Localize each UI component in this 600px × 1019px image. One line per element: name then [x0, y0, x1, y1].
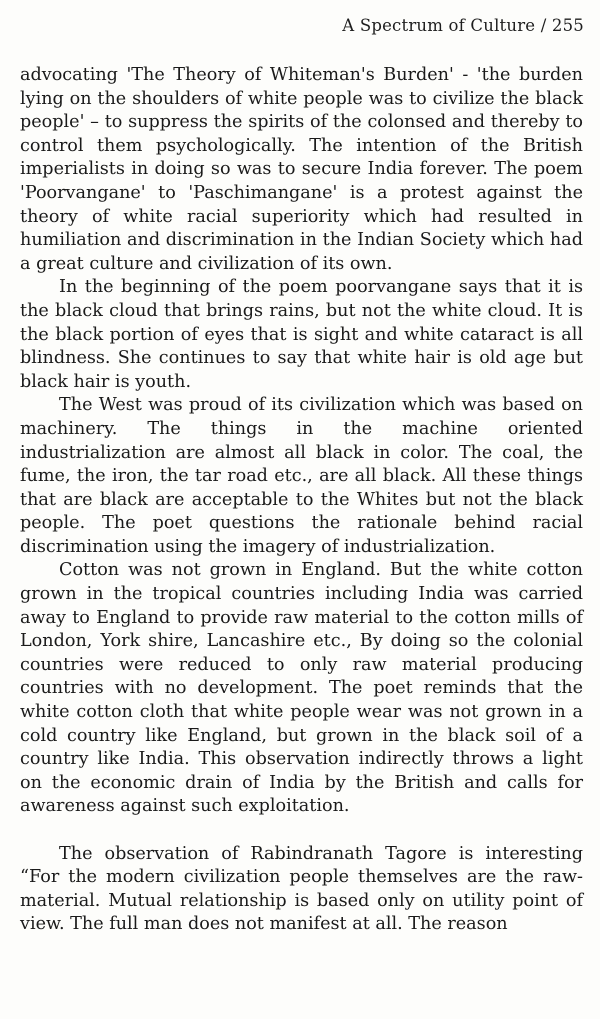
- paragraph-industrialization: The West was proud of its civilization which was based on machinery. The things in the machine oriented industrialization are almost all black in color. The coal, the fume, the iron, the tar road etc., are all black. All these things that are black are acceptable to the Whites but not the black people. The poet questions the rationale behind racial discrimination using the imagery of industrialization.: [20, 395, 583, 557]
- body-text: [20, 64, 583, 937]
- paragraph-cotton: Cotton was not grown in England. But the white cotton grown in the tropical countries including India was carried away to England to provide raw material to the cotton mills of London, York shire, Lancashire etc., By doing so the colonial countries were reduced to only raw material producing countries with no development. The poet reminds that the white cotton cloth that white people wear was not grown in a cold country like England, but grown in the black soil of a country like India. This observation indirectly throws a light on the economic drain of India by the British and calls for awareness against such exploitation.: [20, 560, 583, 817]
- paragraph-tagore: The observation of Rabindranath Tagore is interesting “For the modern civilization people themselves are the raw-material. Mutual relationship is based only on utility point of view. The full man does not manifest at all. The reason: [20, 843, 583, 935]
- paragraph-whitemans-burden: advocating 'The Theory of Whiteman's Burden' - 'the burden lying on the shoulders of white people was to civilize the black people' – to suppress the spirits of the colonsed and thereby to control them psychologically. The intention of the British imperialists in doing so was to secure India forever. The poem 'Poorvangane' to 'Paschimangane' is a protest against the theory of white racial superiority which had resulted in humiliation and discrimination in the Indian Society which had a great culture and civilization of its own.: [20, 65, 583, 274]
- running-head: A Spectrum of Culture / 255: [342, 16, 584, 35]
- paragraph-black-cloud: In the beginning of the poem poorvangane says that it is the black cloud that brings rains, but not the white cloud. It is the black portion of eyes that is sight and white cataract is all blindness. She continues to say that white hair is old age but black hair is youth.: [20, 277, 583, 392]
